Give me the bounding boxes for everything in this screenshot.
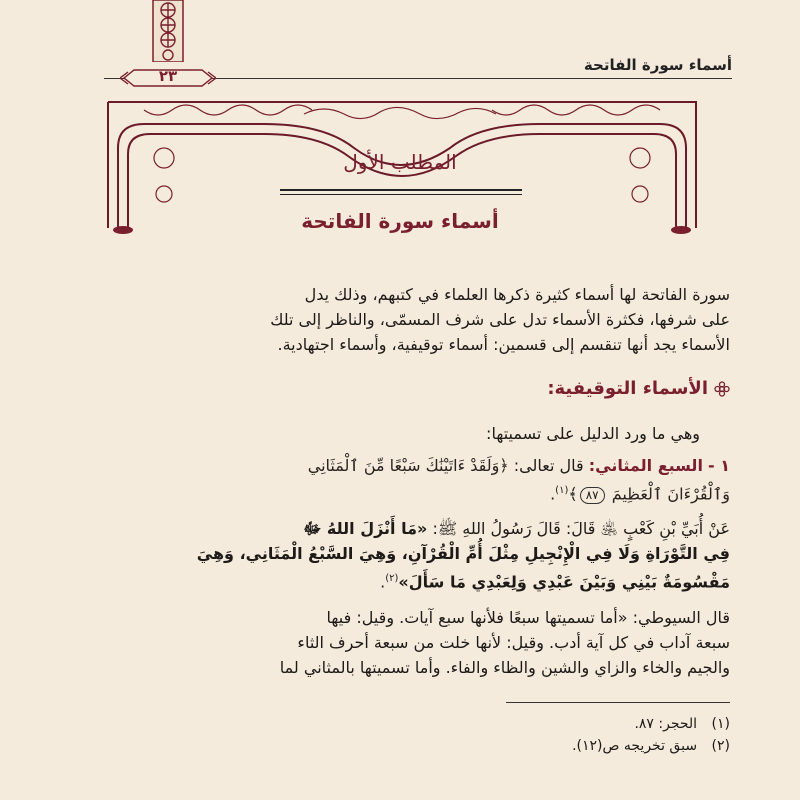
- suyuti-line2: سبعة آداب في كل آية أدب. وقيل: لأنها خلت من سبعة أحرف الثاء: [297, 633, 730, 652]
- item1-intro: قال تعالى:: [513, 456, 584, 475]
- definition-line: وهي ما ورد الدليل على تسميتها:: [486, 424, 700, 443]
- verse-close: ﴾: [568, 484, 578, 504]
- page-number-badge: [120, 66, 216, 90]
- intro-line: سورة الفاتحة لها أسماء كثيرة ذكرها العلماء في كتبهم، وذلك يدل: [304, 285, 730, 304]
- footnote-number: (٢): [711, 738, 730, 754]
- verse-number: ٨٧: [580, 487, 605, 504]
- subheading-row: [547, 378, 730, 399]
- intro-line: الأسماء يجد أنها تنقسم إلى قسمين: أسماء توقيفية، وأسماء اجتهادية.: [277, 335, 730, 354]
- footnote-1: [634, 716, 730, 732]
- hadith-quote-end: مَقْسُومَةٌ بَيْنِي وَبَيْنَ عَبْدِي وَلِعَبْدِي مَا سَأَلَ»: [398, 572, 730, 592]
- item1-number: ١ -: [708, 456, 730, 475]
- section-title: أسماء سورة الفاتحة: [301, 209, 499, 233]
- suyuti-line1: قال السيوطي: «أما تسميتها سبعًا فلأنها سبع آيات. وقيل: فيها: [326, 608, 730, 627]
- hadith-quote-start: «مَا أَنْزَلَ اللهُ ﷻ: [303, 519, 428, 538]
- running-title: أسماء سورة الفاتحة: [583, 56, 732, 74]
- page-number: ٢٣: [158, 67, 178, 85]
- footnote-number: (١): [711, 716, 730, 732]
- hadith-intro: عَنْ أُبَيِّ بْنِ كَعْبٍ ﵁ قَالَ: قَالَ رَسُولُ اللهِ ﷺ:: [432, 519, 730, 538]
- suyuti-line3: والجيم والخاء والزاي والشين والظاء والفاء. وأما تسميتها بالمثاني لما: [279, 658, 730, 677]
- item1-line1: [98, 453, 730, 478]
- footnote-ref-1: (١): [555, 485, 569, 496]
- subheading: الأسماء التوقيفية:: [547, 378, 708, 399]
- hadith-line2: فِي التَّوْرَاةِ وَلَا فِي الْإِنْجِيلِ مِثْلَ أُمِّ الْقُرْآنِ، وَهِيَ السَّبْعُ الْمَثَانِي، وَهِيَ: [196, 544, 730, 563]
- footnote-rule: [506, 702, 730, 703]
- item1-verse-a: ﴿وَلَقَدْ ءَاتَيْنَٰكَ سَبْعًا مِّنَ ٱلْمَثَانِي: [307, 456, 509, 475]
- item1-line2: وَٱلْقُرْءَانَ ٱلْعَظِيمَ ٨٧﴾$^{(١)}$.: [550, 484, 730, 504]
- section-label: المطلب الأول: [343, 150, 457, 174]
- footnote-text: الحجر: ٨٧.: [634, 716, 698, 732]
- intro-paragraph: [98, 282, 730, 357]
- top-ornament-icon: [150, 0, 186, 62]
- intro-line: على شرفها، فكثرة الأسماء تدل على شرف المسمّى، والناظر إلى تلك: [270, 310, 730, 329]
- item1-verse-b: وَٱلْقُرْءَانَ ٱلْعَظِيمَ: [611, 484, 730, 504]
- footnote-ref-2: (٢): [385, 573, 399, 584]
- footnote-2: [572, 738, 730, 754]
- title-rule-thin: [280, 194, 522, 195]
- hadith-line1: [98, 516, 730, 541]
- footnote-text: سبق تخريجه ص(١٢).: [572, 738, 698, 754]
- item1-name: السبع المثاني:: [588, 456, 703, 475]
- title-rule: [280, 189, 522, 191]
- flower-icon: [714, 381, 730, 397]
- hadith-line3: مَقْسُومَةٌ بَيْنِي وَبَيْنَ عَبْدِي وَلِعَبْدِي مَا سَأَلَ»$^{(٢)}$.: [380, 572, 730, 592]
